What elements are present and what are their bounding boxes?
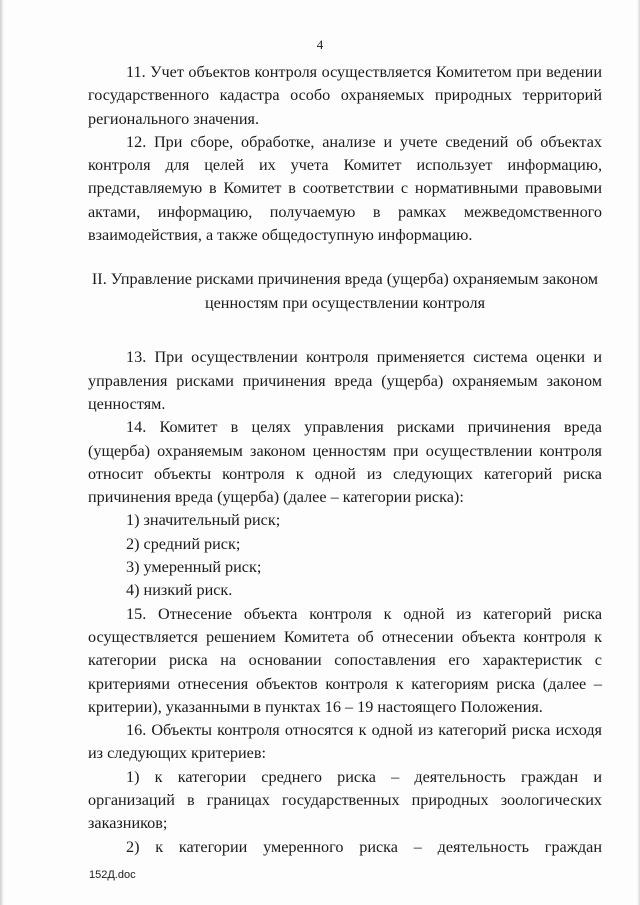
paragraph-12: 12. При сборе, обработке, анализе и учете сведений об объектах контроля для целей их учета Комитет использует информацию, представляемую в Комитет в соответствии с нормативными правовыми актами, информацию, получаемую в рамках межведомственного взаимодействия, а также общедоступную информацию.: [88, 132, 602, 245]
page-number: 4: [316, 37, 324, 52]
scan-edge-left: [0, 0, 4, 905]
list-item: 2) средний риск;: [126, 534, 241, 553]
paragraph-15: 15. Отнесение объекта контроля к одной из категорий риска осуществляется решением Комитета об отнесении объекта контроля к категории риска на основании сопоставления его характеристик с критериями отнесения объектов контроля к категориям риска (далее – критерии), указанными в пунктах 16 – 19 настоящего Положения.: [88, 604, 602, 716]
paragraph-16-item-2: 2) к категории умеренного риска – деятельность граждан: [126, 837, 602, 856]
paragraph-14: 14. Комитет в целях управления рисками причинения вреда (ущерба) охраняемым законом ценностям при осуществлении контроля относит объекты контроля к одной из следующих категорий риска причинения вреда (ущерба) (далее – категории риска):: [88, 418, 602, 507]
section-heading: II. Управление рисками причинения вреда (ущерба) охраняемым законом ценностям при осуществлении контроля: [91, 270, 599, 313]
paragraph-16-item-1: 1) к категории среднего риска – деятельность граждан и организаций в границах государственных природных зоологических заказников;: [88, 767, 602, 833]
list-item: 4) низкий риск.: [126, 581, 233, 600]
document-body: [88, 61, 602, 859]
paragraph-16: 16. Объекты контроля относятся к одной из категорий риска исходя из следующих критериев:: [88, 721, 602, 763]
paragraph-13: 13. При осуществлении контроля применяется система оценки и управления рисками причинения вреда (ущерба) охраняемым законом ценностям.: [88, 348, 602, 413]
list-item: 3) умеренный риск;: [126, 558, 262, 577]
paragraph-11: 11. Учет объектов контроля осуществляется Комитетом при ведении государственного кадастра особо охраняемых природных территорий регионального значения.: [88, 63, 602, 128]
file-name-footer: 152Д.doc: [89, 869, 136, 881]
list-item: 1) значительный риск;: [126, 511, 281, 530]
